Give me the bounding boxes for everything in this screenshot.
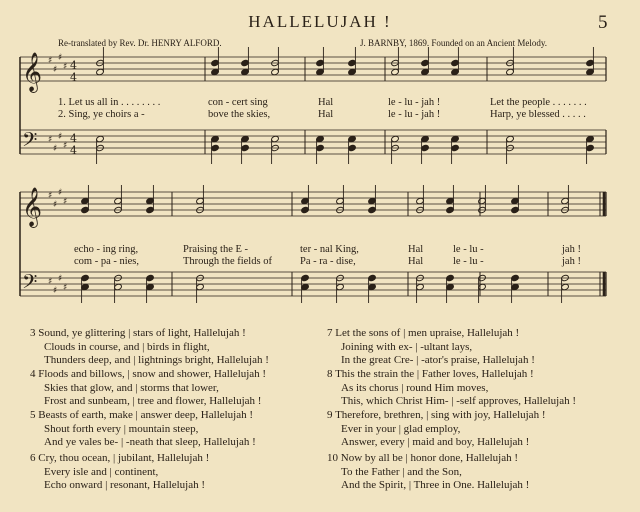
lyric-segment: Harp, ye blessed . . . . . [490,109,586,120]
lyric-segment: Hal [318,109,334,120]
verse-line: This, which Christ Him- | -self approves, Hallelujah ! [341,395,576,407]
system2-verse1 [0,244,640,256]
verse-4 [30,368,266,409]
time-signature-icon: 4 [70,132,77,145]
verse-line: Clouds in course, and | birds in flight, [44,340,210,353]
verse-number: 10 [327,452,338,464]
verse-line: As its chorus | round Him moves, [341,381,489,394]
sharp-icon: ♯ [48,277,53,287]
sharp-icon: ♯ [63,62,68,72]
sharp-icon: ♯ [63,283,68,293]
time-signature-icon: 4 [70,59,77,72]
sharp-icon: ♯ [53,144,58,154]
bass-clef-icon: 𝄢 [22,128,38,156]
sharp-icon: ♯ [48,56,53,66]
verse-line: Joining with ex- | -ultant lays, [341,340,473,353]
verse-number: 4 [30,368,36,380]
time-signature-icon: 4 [70,71,77,84]
sharp-icon: ♯ [63,141,68,151]
verse-line [327,327,535,341]
verse-line-text: Cry, thou ocean, | jubilant, Hallelujah ! [38,452,210,464]
verse-line: Every isle and | continent, [44,465,159,478]
lyric-segment: echo - ing ring, [74,244,139,255]
verse-8 [327,368,576,409]
lyric-segment: Through the fields of [183,256,272,267]
verse-number: 6 [30,452,36,464]
verse-line-text: Therefore, brethren, | sing with joy, Hallelujah ! [335,409,546,421]
verse-line [30,368,266,382]
bass-clef-icon: 𝄢 [22,270,38,298]
sharp-icon: ♯ [58,274,63,284]
page-number: 5 [598,12,608,33]
sharp-icon: ♯ [53,286,58,296]
verse-line [30,409,256,423]
verse-line: And the Spirit, | Three in One. Hallelujah ! [341,479,530,491]
verse-line: Echo onward | resonant, Hallelujah ! [44,479,206,491]
verse-line-text: Now by all be | honor done, Hallelujah ! [340,452,518,464]
lyric-segment: jah ! [562,256,581,267]
lyric-segment: le - lu - jah ! [388,109,441,120]
page-title: HALLELUJAH ! [248,12,392,31]
sharp-icon: ♯ [48,135,53,145]
verse-3 [30,327,269,368]
treble-clef-icon: 𝄞 [22,52,43,92]
verse-line [327,409,545,423]
time-signature-icon: 4 [70,144,77,157]
verse-7 [327,327,535,368]
lyric-segment: le - lu - [453,244,484,255]
lyric-segment: le - lu - jah ! [388,97,441,108]
credit-composer: J. BARNBY, 1869. Founded on an Ancient Melody. [360,38,548,48]
sharp-icon: ♯ [53,65,58,75]
lyric-segment: bove the skies, [208,109,271,120]
verse-10 [327,452,529,493]
lyric-segment: Praising the E - [183,244,249,255]
credit-translator: Re-translated by Rev. Dr. HENRY ALFORD. [58,38,222,48]
treble-clef-icon: 𝄞 [22,187,43,227]
verse-line: Thunders deep, and | lightnings bright, Hallelujah ! [44,354,269,366]
sharp-icon: ♯ [58,188,63,198]
verse-line-text: This the strain the | Father loves, Hallelujah ! [335,368,534,380]
lyric-segment: com - pa - nies, [74,256,140,267]
verse-line [327,452,529,466]
verse-number: 7 [327,327,333,339]
verse-line [30,452,209,466]
verse-9 [327,409,545,450]
system2-verse2 [0,256,640,268]
verse-line: To the Father | and the Son, [341,465,462,478]
lyric-segment: Hal [408,256,424,267]
verse-line: Ever in your | glad employ, [341,422,461,435]
verse-line [30,327,269,341]
verse-line: Shout forth every | mountain steep, [44,422,199,435]
verse-line-text: Beasts of earth, make | answer deep, Hallelujah ! [38,409,254,421]
verse-6 [30,452,209,493]
verse-line: And ye vales be- | -neath that sleep, Hallelujah ! [44,436,256,448]
verse-line: Answer, every | maid and boy, Hallelujah ! [341,436,530,448]
sharp-icon: ♯ [63,197,68,207]
verse-number: 5 [30,409,36,421]
verse-5 [30,409,256,450]
lyric-segment: le - lu - [453,256,484,267]
lyric-segment: jah ! [562,244,581,255]
lyric-segment: Pa - ra - dise, [300,256,356,267]
lyric-segment: Hal [318,97,334,108]
verse-line-text: Sound, ye glittering | stars of light, Hallelujah ! [38,327,246,339]
verse-number: 9 [327,409,333,421]
verse-number: 3 [30,327,36,339]
verse-number: 8 [327,368,333,380]
lyric-segment: ter - nal King, [300,244,359,255]
sharp-icon: ♯ [58,53,63,63]
verse-line-text: Let the sons of | men upraise, Hallelujah ! [335,327,520,339]
system1-verse1 [0,97,640,109]
verse-line-text: Floods and billows, | snow and shower, Hallelujah ! [38,368,267,380]
lyric-segment: 1. Let us all in . . . . . . . . [58,97,161,108]
lyric-segment: 2. Sing, ye choirs a - [58,109,145,120]
sharp-icon: ♯ [48,191,53,201]
verse-line: In the great Cre- | -ator's praise, Hallelujah ! [341,354,535,366]
sharp-icon: ♯ [58,132,63,142]
verse-line: Skies that glow, and | storms that lower, [44,381,219,394]
verse-line [327,368,576,382]
verse-line: Frost and sunbeam, | tree and flower, Hallelujah ! [44,395,262,407]
lyric-segment: Let the people . . . . . . . [490,97,587,108]
sharp-icon: ♯ [53,200,58,210]
lyric-segment: con - cert sing [208,97,268,108]
system1-verse2 [0,109,640,121]
lyric-segment: Hal [408,244,424,255]
